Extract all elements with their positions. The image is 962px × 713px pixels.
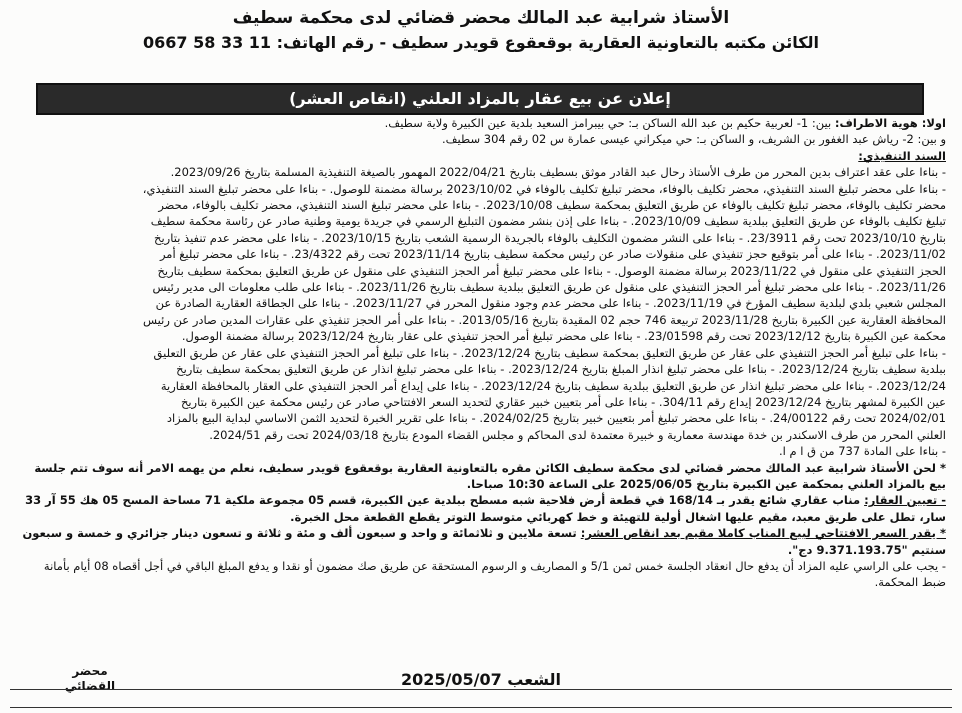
procedure-line: المجلس شعبي بلدي لبلدية سطيف المؤرخ في 2023/11/19. - بناءا على محضر عدم وجود منقول المحرر في 2023/11/27. - بناءا على الجطاقة العقارية الصادرة عن [155,296,946,311]
second-party: و بين: 2- رياش عبد الغفور بن الشريف، و الساكن بـ: حي ميكراني عيسى عمارة س 02 رقم 304 سطيف. [442,132,946,147]
payment-terms: - يجب على الراسي عليه المزاد أن يدفع حال انعقاد الجلسة خمس ثمن 5/1 و المصاريف و الرسوم المستحقة عن طريق صك مضمون أو نقدا و يدفع المبلغ الباقي في أجل أقصاه 08 أيام بأمانة ضبط المحكمة. [43,558,946,590]
parties-label: اولا: هوية الاطراف: [834,116,946,130]
procedure-line: المحافظة العقارية عين الكبيرة بتاريخ 2023/11/28 تربيعة 746 حجم 02 المقيدة بتاريخ 2013/05/16. - بناءا على أمر الحجز تنفيذي على عقارات المدين صادر عن رئيس [143,312,946,327]
property-label: - تعيين العقار: [864,493,946,508]
procedure-line: عين الكبيرة لمشهر بتاريخ 2023/12/24 إيداع رقم 304/11. - بناءا على أمر بتعيين خبير عقاري لتحديد السعر الافتتاحي صادر عن رئيس محكمة عين الكبيرة بتاريخ [180,394,946,409]
signature-line-1: محضر [72,664,108,678]
procedure-line: العلني المحرر من طرف الاسكندر بن خدة مهندسة معمارية و خبيرة معتمدة لدى المحاكم و مجلس القضاء المودع بتاريخ 2024/03/18 تحت رقم 2024/51. [209,427,946,442]
signature-line-2: القضائي [64,679,116,693]
footer-rule-top [10,689,952,690]
footer-rule-bottom [10,707,952,708]
first-party: بين: 1- لعربية حكيم بن عبد الله الساكن بـ: حي بيبرامز السعيد بلدية عين الكبيرة ولاية سطيف. [384,116,832,130]
title-section-heading: السند التنفيذي: [858,148,946,163]
procedure-line: ببلدية سطيف بتاريخ 2023/12/24. - بناءا على محضر تبليغ انذار المبلغ بتاريخ 2023/12/24. - بناءا على محضر تبليغ انذار عن طريق التعليق بمحكمة سطيف بتاريخ [176,362,946,377]
property-description [18,492,946,525]
procedure-line: 2023/11/26. - بناءا على محضر تبليغ أمر الحجز التنفيذي على منقول عن طريق التعليق ببلدية سطيف بتاريخ 2023/11/26. - بناءا على طلب معلومات الى مدير رئيس [152,280,946,295]
opening-price [18,525,946,558]
procedure-line: - بناءا على تبليغ أمر الحجز التنفيذي على عقار عن طريق التعليق بمحكمة سطيف بتاريخ 2023/12/24. - بناءا على تبليغ أمر الحجز التنفيذي على عقار عن طريق التعليق [153,345,946,360]
procedure-line: محكمة عين الكبيرة بتاريخ 2023/12/12 تحت رقم 23/01598. - بناءا على محضر تبليغ أمر الحجز تنفيذي على عقار بتاريخ 2023/12/24 برسالة مضمنة الوصول. [181,329,946,344]
newspaper-footer: الشعب 2025/05/07 [400,670,562,689]
procedure-line: - بناءا على المادة 737 من ق ا م ا. [778,444,946,459]
procedure-list [18,164,946,459]
office-address-heading: الكائن مكتبه بالتعاونية العقارية بوقعقوع قويدر سطيف - رقم الهاتف: 11 33 58 0667 [143,33,819,52]
property-text: مناب عقاري شائع يقدر بـ 168/14 في قطعة أرض فلاحية شبه مسطح ببلدية عين الكبيرة، قسم 05 مجموعة ملكية 71 مساحة المسح 05 هك 55 آر 33 سار، تطل على طريق معبد، مقيم عليها اشغال أولية للتهيئة و خط كهربائي متوسط التوتر يقطع القطعة محل الخبرة. [25,493,946,524]
sale-notice: * لحن الأستاذ شرابية عبد المالك محضر قضائي لدى محكمة سطيف الكائن مقره بالتعاونية العقارية بوقعقوع قويدر سطيف، نعلم من يهمه الامر أنه سوف تتم جلسة بيع بالمزاد العلني بمحكمة عين الكبيرة بتاريخ 2025/06/05 على الساعة 10:30 صباحا. [34,460,946,491]
procedure-line: 2023/12/24. - بناءا على محضر تبليغ انذار عن طريق التعليق ببلدية سطيف بتاريخ 2023/12/24. - بناءا على إيداع أمر الحجز التنفيذي على العقار بالمحافظة العقارية [160,378,946,393]
notice-title: إعلان عن بيع عقار بالمزاد العلني (انقاص العشر) [289,89,671,108]
bailiff-name-heading: الأستاذ شرابية عبد المالك محضر قضائي لدى محكمة سطيف [232,8,730,28]
price-label: * يقدر السعر الافتتاحي لبيع المناب كاملا مقيم بعد انقاص العشر: [580,526,946,541]
procedure-line: - بناءا على عقد اعتراف بدين المحرر من طرف الأستاذ رحال عبد القادر موثق بسطيف بتاريخ 2022/04/21 المهمور بالصيغة التنفيذية المسلمة بتاريخ 2023/09/26. [170,165,946,180]
procedure-line: بتاريخ 2023/10/10 تحت رقم 23/3911. - بناءا على النشر مضمون التكليف بالوفاء بالجريدة الرسمية الشعب بتاريخ 2023/10/15. - بناءا على محضر عدم تنفيذ بتاريخ [154,230,946,245]
notice-title-banner [36,83,924,115]
price-text: تسعة ملايين و ثلاثمائة و واحد و سبعون ألف و مئة و ثلاثة و تسعون دينار جزائري و خمسة و سبعون سنتيم "9.371.193.75 دج". [22,526,946,557]
parties-line-1 [18,115,946,131]
procedure-line: 2024/02/01 تحت رقم 24/00122. - بناءا على محضر تبليغ أمر بتعيين خبير بتاريخ 2024/02/25. - بناءا على تقرير الخبرة لتحديد الثمن الاساسي لبداية البيع بالمزاد [166,411,946,426]
procedure-line: تبليغ تكليف بالوفاء عن طريق التعليق ببلدية سطيف 2023/10/09. - بناءا على إذن بنشر مضمون التبليغ الرسمي في جريدة يومية وطنية صادر عن رئاسة محكمة سطيف [150,214,946,229]
procedure-line: - بناءا على محضر تبليغ السند التنفيذي، محضر تكليف بالوفاء، محضر تبليغ تكليف بالوفاء في 2023/10/02 برسالة مضمنة للوصول. - بناءا على محضر تبليغ السند التنفيذي، [142,181,946,196]
procedure-line: الحجز التنفيذي على منقول في 2023/11/22 برسالة مضمنة الوصول. - بناءا على محضر تبليغ أمر الحجز التنفيذي على منقول عن طريق التعليق بمحكمة سطيف بتاريخ [157,263,946,278]
procedure-line: 2023/11/02. - بناءا على أمر بتوقيع حجز تنفيذي على منقولات صادر عن رئيس محكمة سطيف بتاريخ 2023/11/14 تحت رقم 23/4322. - بناءا على محضر تبليغ أمر [159,247,946,262]
notice-body [18,115,946,591]
procedure-line: محضر تكليف بالوفاء، محضر تبليغ تكليف بالوفاء عن طريق التعليق بمحكمة سطيف 2023/10/08. - بناءا على محضر تبليغ السند التنفيذي، محضر تكليف بالوفاء، محضر [158,198,946,213]
